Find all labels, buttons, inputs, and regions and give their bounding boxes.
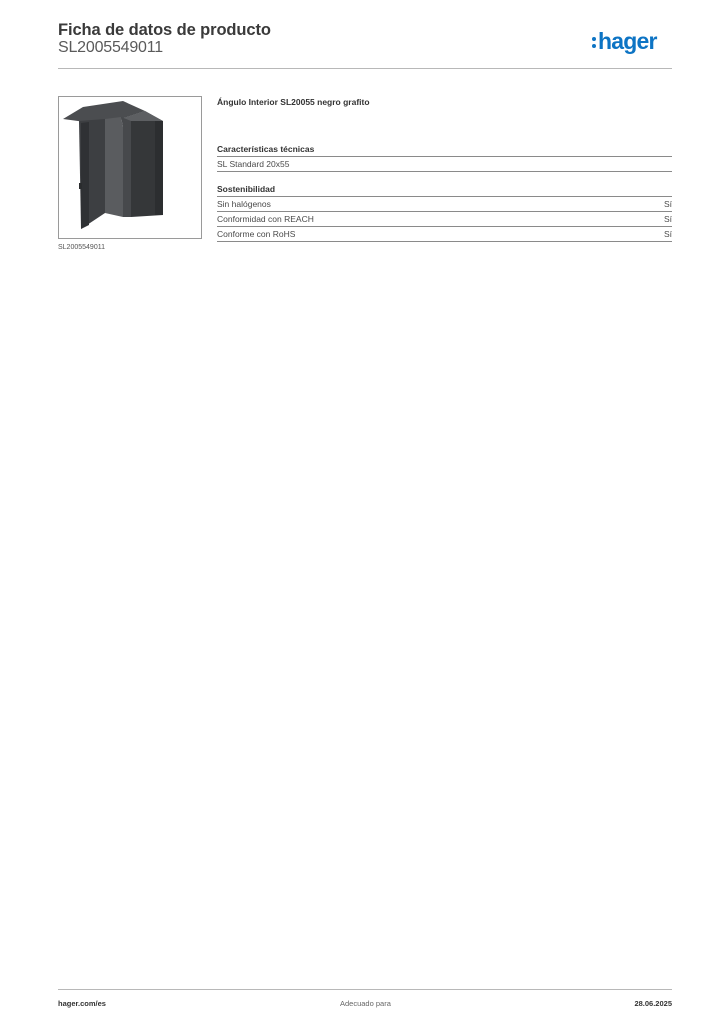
row-value: Sí [663, 229, 672, 239]
technical-section [217, 144, 672, 172]
section-title: Características técnicas [217, 144, 672, 157]
corner-angle-icon [59, 97, 201, 238]
footer-divider [58, 989, 672, 990]
footer-website: hager.com/es [58, 999, 106, 1008]
page-title: Ficha de datos de producto [58, 21, 271, 39]
section-title: Sostenibilidad [217, 184, 672, 197]
footer-date: 28.06.2025 [634, 999, 672, 1008]
sustainability-row [217, 212, 672, 227]
row-label: Sin halógenos [217, 199, 271, 209]
sustainability-section [217, 184, 672, 242]
row-label: Conforme con RoHS [217, 229, 296, 239]
logo-text: hager [598, 27, 657, 54]
header-divider [58, 68, 672, 69]
product-image [58, 96, 202, 239]
row-label: Conformidad con REACH [217, 214, 314, 224]
row-value: Sí [663, 199, 672, 209]
technical-row [217, 157, 672, 172]
footer-suitable-for: Adecuado para [340, 999, 391, 1008]
image-caption: SL2005549011 [58, 244, 105, 251]
logo-dots-icon [592, 37, 596, 48]
product-name: Ángulo Interior SL20055 negro grafito [217, 97, 370, 107]
product-reference: SL2005549011 [58, 39, 163, 56]
row-label: SL Standard 20x55 [217, 159, 290, 169]
row-value: Sí [663, 214, 672, 224]
hager-logo [592, 26, 657, 56]
sustainability-row [217, 197, 672, 212]
sustainability-row [217, 227, 672, 242]
